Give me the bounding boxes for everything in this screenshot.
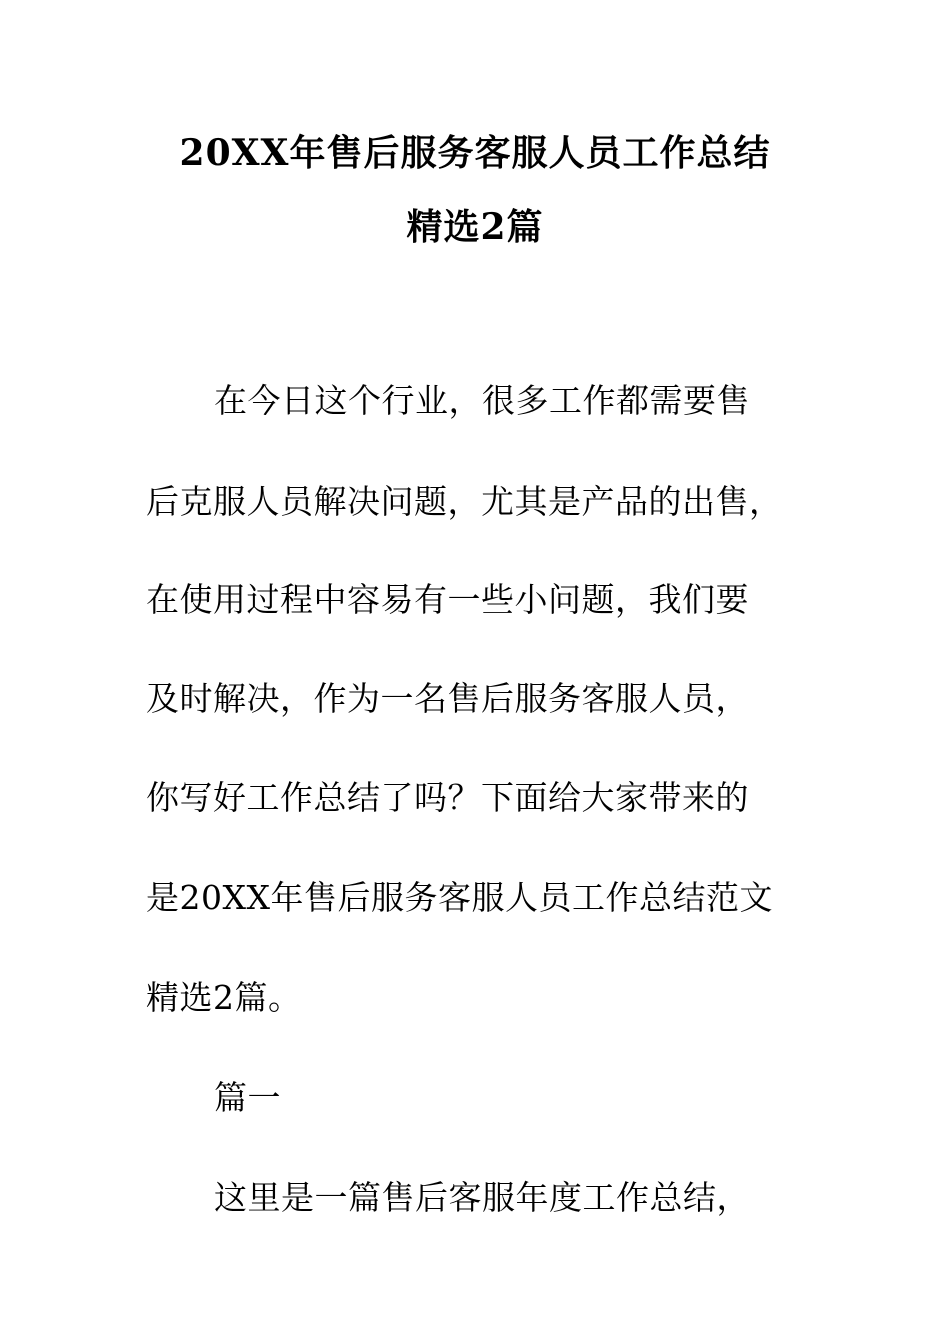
document-title-line-1: 20XX年售后服务客服人员工作总结 (179, 132, 771, 174)
paragraph-line: 是20XX年售后服务客服人员工作总结范文 (146, 878, 773, 917)
paragraph-line: 后克服人员解决问题，尤其是产品的出售， (146, 482, 783, 521)
paragraph-line: 在使用过程中容易有一些小问题，我们要 (146, 580, 749, 619)
section-heading: 篇一 (214, 1078, 281, 1117)
section-paragraph-line: 这里是一篇售后客服年度工作总结， (214, 1178, 750, 1217)
document-title-line-2: 精选2篇 (406, 206, 544, 248)
paragraph-line: 在今日这个行业，很多工作都需要售 (214, 381, 750, 420)
paragraph-line: 你写好工作总结了吗？下面给大家带来的 (146, 778, 749, 817)
paragraph-line: 及时解决，作为一名售后服务客服人员， (146, 679, 749, 718)
paragraph-line: 精选2篇。 (146, 978, 302, 1017)
